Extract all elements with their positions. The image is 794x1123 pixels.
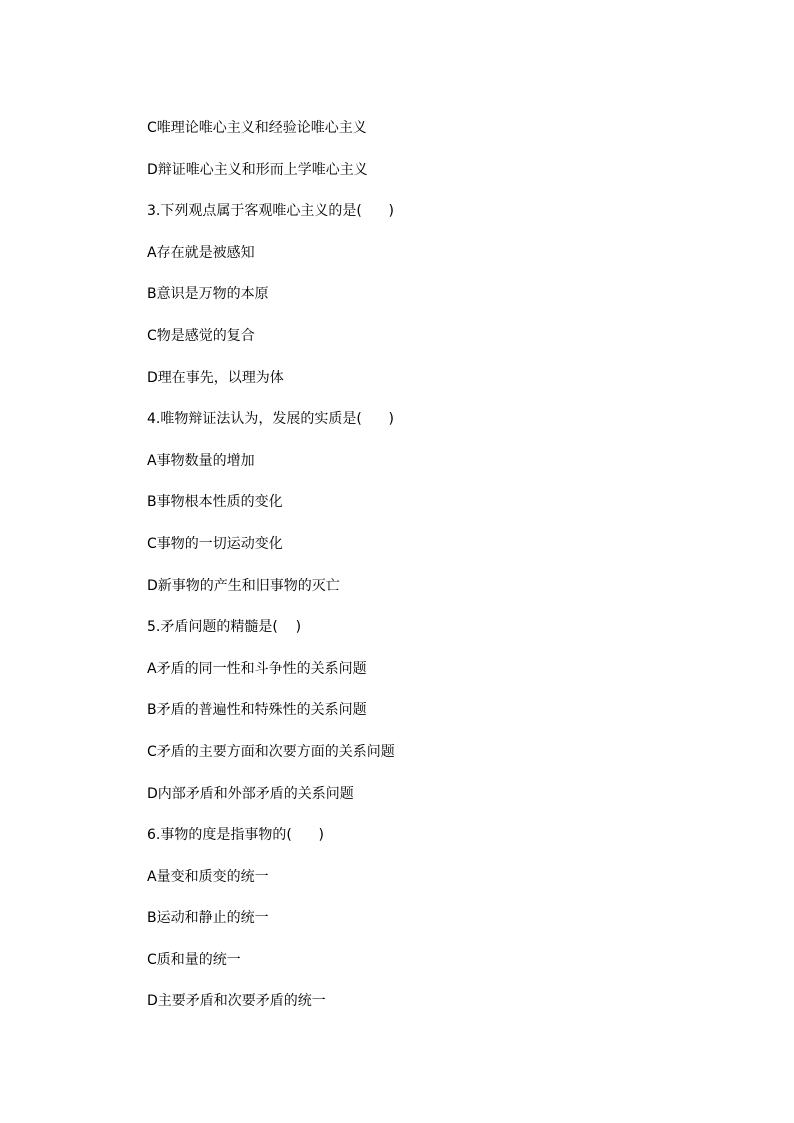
option-c-q4: C事物的一切运动变化 bbox=[147, 535, 283, 552]
question-5: 5.矛盾问题的精髓是( ) bbox=[147, 619, 302, 636]
question-list bbox=[147, 118, 707, 1033]
option-c-q3: C物是感觉的复合 bbox=[147, 327, 255, 344]
question-6: 6.事物的度是指事物的( ) bbox=[147, 827, 324, 844]
option-c-q6: C质和量的统一 bbox=[147, 951, 241, 968]
option-a-q5: A矛盾的同一性和斗争性的关系问题 bbox=[147, 660, 367, 677]
option-a-q3: A存在就是被感知 bbox=[147, 244, 255, 261]
option-c-q5: C矛盾的主要方面和次要方面的关系问题 bbox=[147, 743, 395, 760]
option-d-q4: D新事物的产生和旧事物的灭亡 bbox=[147, 577, 340, 594]
option-d-q6: D主要矛盾和次要矛盾的统一 bbox=[147, 993, 326, 1010]
option-d-q5: D内部矛盾和外部矛盾的关系问题 bbox=[147, 785, 354, 802]
option-a-q4: A事物数量的增加 bbox=[147, 452, 255, 469]
option-c-q2: C唯理论唯心主义和经验论唯心主义 bbox=[147, 120, 367, 136]
option-b-q3: B意识是万物的本原 bbox=[147, 286, 269, 303]
option-b-q5: B矛盾的普遍性和特殊性的关系问题 bbox=[147, 702, 367, 719]
question-4: 4.唯物辩证法认为，发展的实质是( ) bbox=[147, 411, 394, 428]
option-b-q6: B运动和静止的统一 bbox=[147, 910, 269, 927]
option-d-q2: D辩证唯心主义和形而上学唯心主义 bbox=[147, 161, 368, 178]
option-d-q3: D理在事先，以理为体 bbox=[147, 369, 284, 386]
option-b-q4: B事物根本性质的变化 bbox=[147, 494, 283, 511]
option-a-q6: A量变和质变的统一 bbox=[147, 868, 269, 885]
question-3: 3.下列观点属于客观唯心主义的是( ) bbox=[147, 203, 394, 220]
